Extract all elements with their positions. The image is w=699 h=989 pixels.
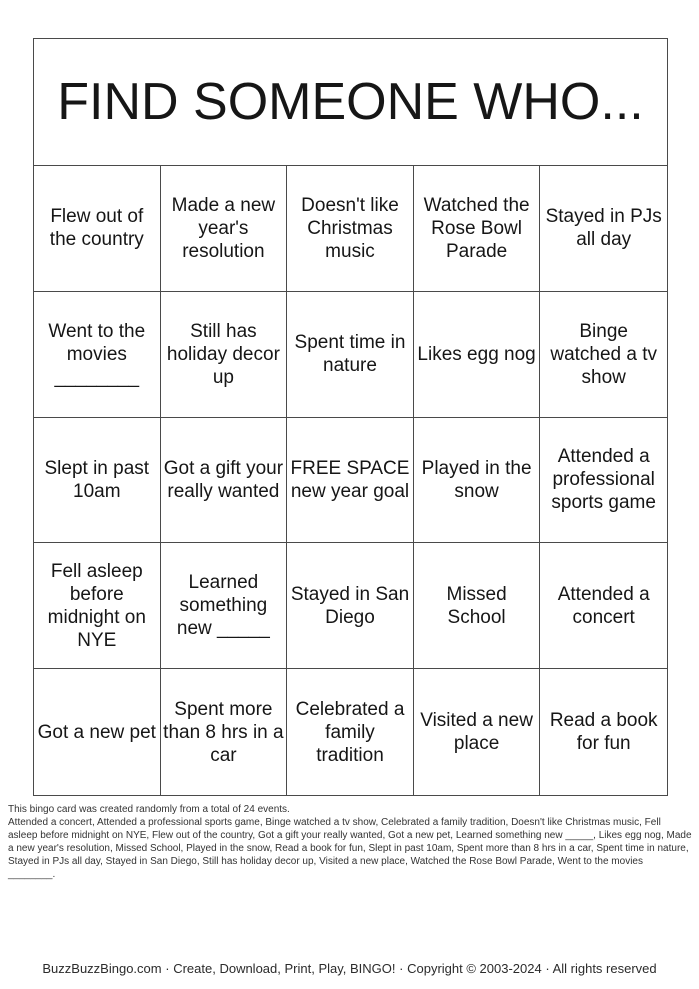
bingo-cell-r3c4[interactable]: Played in the snow bbox=[414, 418, 541, 544]
bingo-card bbox=[33, 38, 668, 796]
bingo-cell-r1c2[interactable]: Made a new year's resolution bbox=[161, 166, 288, 292]
footer-separator: · bbox=[399, 961, 404, 976]
bingo-cell-r4c2[interactable]: Learned something new _____ bbox=[161, 543, 288, 669]
bingo-grid bbox=[34, 166, 667, 795]
bingo-cell-r2c1[interactable]: Went to the movies ________ bbox=[34, 292, 161, 418]
bingo-cell-r1c4[interactable]: Watched the Rose Bowl Parade bbox=[414, 166, 541, 292]
bingo-cell-r5c4[interactable]: Visited a new place bbox=[414, 669, 541, 795]
bingo-cell-r2c3[interactable]: Spent time in nature bbox=[287, 292, 414, 418]
fine-print-events-list: Attended a concert, Attended a professional sports game, Binge watched a tv show, Celebrated a family tradition, Doesn't like Christmas music, Fell asleep before midnight on NYE, Flew out of the country, Got a gift your really wanted, Got a new pet, Learned something new _____, Likes egg nog, Made a new year's resolution, Missed School, Played in the snow, Read a book for fun, Slept in past 10am, Spent more than 8 hrs in a car, Spent time in nature, Stayed in PJs all day, Stayed in San Diego, Still has holiday decor up, Visited a new place, Watched the Rose Bowl Parade, Went to the movies ________. bbox=[8, 817, 692, 880]
bingo-cell-r1c5[interactable]: Stayed in PJs all day bbox=[540, 166, 667, 292]
bingo-cell-r1c1[interactable]: Flew out of the country bbox=[34, 166, 161, 292]
bingo-cell-r3c2[interactable]: Got a gift your really wanted bbox=[161, 418, 288, 544]
footer-site-link[interactable]: BuzzBuzzBingo.com bbox=[42, 961, 162, 976]
fine-print bbox=[8, 803, 692, 881]
bingo-cell-r3c5[interactable]: Attended a professional sports game bbox=[540, 418, 667, 544]
footer-copyright: Copyright © 2003-2024 bbox=[407, 961, 542, 976]
bingo-cell-r1c3[interactable]: Doesn't like Christmas music bbox=[287, 166, 414, 292]
footer-rights: All rights reserved bbox=[552, 961, 657, 976]
bingo-cell-r2c5[interactable]: Binge watched a tv show bbox=[540, 292, 667, 418]
bingo-cell-free-space[interactable]: FREE SPACE new year goal bbox=[287, 418, 414, 544]
bingo-cell-r3c1[interactable]: Slept in past 10am bbox=[34, 418, 161, 544]
fine-print-intro: This bingo card was created randomly from a total of 24 events. bbox=[8, 804, 290, 815]
bingo-cell-r4c4[interactable]: Missed School bbox=[414, 543, 541, 669]
card-title bbox=[34, 39, 667, 166]
footer bbox=[0, 961, 699, 976]
bingo-cell-r5c1[interactable]: Got a new pet bbox=[34, 669, 161, 795]
bingo-cell-r2c2[interactable]: Still has holiday decor up bbox=[161, 292, 288, 418]
bingo-cell-r4c5[interactable]: Attended a concert bbox=[540, 543, 667, 669]
card-title-text: FIND SOMEONE WHO... bbox=[57, 73, 644, 131]
footer-separator: · bbox=[165, 961, 170, 976]
bingo-cell-r4c3[interactable]: Stayed in San Diego bbox=[287, 543, 414, 669]
bingo-cell-r5c3[interactable]: Celebrated a family tradition bbox=[287, 669, 414, 795]
bingo-cell-r4c1[interactable]: Fell asleep before midnight on NYE bbox=[34, 543, 161, 669]
bingo-cell-r5c5[interactable]: Read a book for fun bbox=[549, 710, 658, 755]
footer-separator: · bbox=[545, 961, 550, 976]
footer-tagline: Create, Download, Print, Play, BINGO! bbox=[173, 961, 396, 976]
bingo-cell-r2c4[interactable]: Likes egg nog bbox=[414, 292, 541, 418]
bingo-cell-r5c2[interactable]: Spent more than 8 hrs in a car bbox=[161, 669, 288, 795]
